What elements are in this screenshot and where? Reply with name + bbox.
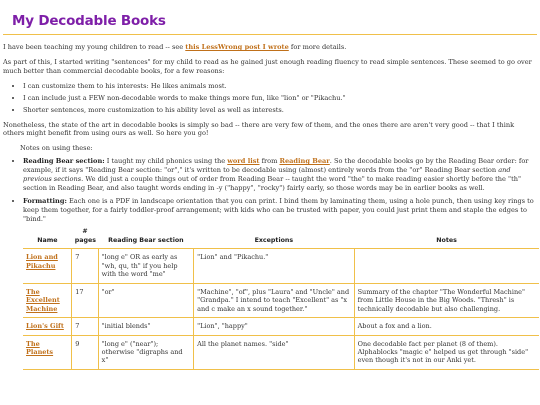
exceptions-cell: "Machine", "of", plus "Laura" and "Uncle" and "Grandpa." I intend to teach "Excellent" as "x and c make an x sound together." — [194, 283, 354, 317]
table-row — [23, 318, 539, 335]
table-row — [23, 249, 539, 283]
title-divider — [3, 34, 537, 35]
book-link[interactable]: Lion's Gift — [26, 322, 64, 331]
state-paragraph: Nonetheless, the state of the art in decodable books is simply so bad -- there are very few of them, and the ones there are aren't very good -- that I think others might benefit from using ours as well. So here you go! — [3, 120, 515, 138]
column-header: # pages — [72, 227, 98, 249]
note-formatting: • Formatting: Each one is a PDF in landscape orientation that you can print. I bind them by laminating them, using a hole punch, then using key rings to keep them together, for a fairly toddler-proof arrangement; with kids who can be trusted with paper, you could just print them and staple the edges to "bind." — [23, 197, 537, 224]
book-name-cell — [23, 249, 72, 283]
list-item: • Shorter sentences, more customization to his ability level as well as interests. — [23, 106, 537, 115]
column-header: Name — [23, 227, 72, 249]
book-name-cell — [23, 335, 72, 369]
section-cell: "long e" ("near"); otherwise "digraphs and x" — [98, 335, 193, 369]
list-item: • I can customize them to his interests: He likes animals most. — [23, 82, 537, 91]
intro-paragraph: I have been teaching my young children to read -- see this LessWrong post I wrote for more details. — [3, 43, 347, 52]
notes-cell — [354, 249, 539, 283]
exceptions-cell: All the planet names. "side" — [194, 335, 354, 369]
notes-cell: About a fox and a lion. — [354, 318, 539, 335]
book-link[interactable]: Lion and Pikachu — [26, 253, 58, 270]
notes-cell: One decodable fact per planet (8 of them). Alphablocks "magic e" helped us get through "side" even though it's not in our Anki yet. — [354, 335, 539, 369]
pages-cell: 17 — [72, 283, 98, 317]
page-title: My Decodable Books — [12, 13, 166, 29]
pages-cell: 7 — [72, 318, 98, 335]
section-cell: "or" — [98, 283, 193, 317]
section-cell: "long e" OR as early as "wh, qu, th" if you help with the word "me" — [98, 249, 193, 283]
reasons-paragraph: As part of this, I started writing "sentences" for my child to read as he gained just enough reading fluency to read simple sentences. These seemed to go over much better than commercial decodable books, for a few reasons: — [3, 58, 532, 75]
table-row — [23, 335, 539, 369]
notes-intro: Notes on using these: — [20, 144, 93, 153]
notes-cell: Summary of the chapter "The Wonderful Machine" from Little House in the Big Woods. "Thresh" is technically decodable but also challenging. — [354, 283, 539, 317]
exceptions-cell: "Lion" and "Pikachu." — [194, 249, 354, 283]
book-name-cell — [23, 283, 72, 317]
books-table — [23, 227, 539, 369]
book-name-cell — [23, 318, 72, 335]
notes-list — [3, 157, 537, 223]
book-link[interactable]: The Planets — [26, 339, 54, 356]
reasons-list — [3, 82, 537, 115]
list-item: • I can include just a FEW non-decodable words to make things more fun, like "lion" or "Pikachu." — [23, 94, 537, 103]
column-header: Notes — [354, 227, 539, 249]
lesswrong-post-link[interactable]: this LessWrong post I wrote — [185, 43, 289, 52]
table-row — [23, 283, 539, 317]
note-term: Reading Bear section: — [23, 157, 105, 166]
section-cell: "initial blends" — [98, 318, 193, 335]
reading-bear-link[interactable]: Reading Bear — [279, 157, 330, 166]
note-reading-bear: • Reading Bear section: I taught my child phonics using the word list from Reading Bear. So the decodable books go by the Reading Bear order: for example, if it says "Reading Bear section: "or"," it's written to be decodable using (almost) entirely words from the "or" Reading Bear section and previous sections. We did just a couple things out of order from Reading Bear -- taught the word "the" to make reading easier shortly before the "th" section in Reading Bear, and also taught words ending in -y ("happy", "rocky") fairly early, so those words may be in earlier books as well. — [23, 157, 537, 193]
pages-cell: 7 — [72, 249, 98, 283]
word-list-link[interactable]: word list — [227, 157, 260, 166]
book-link[interactable]: The Excellent Machine — [26, 287, 60, 313]
pages-cell: 9 — [72, 335, 98, 369]
column-header: Exceptions — [194, 227, 354, 249]
note-term: Formatting: — [23, 196, 67, 205]
column-header: Reading Bear section — [98, 227, 193, 249]
exceptions-cell: "Lion", "happy" — [194, 318, 354, 335]
table-header-row — [23, 227, 539, 249]
